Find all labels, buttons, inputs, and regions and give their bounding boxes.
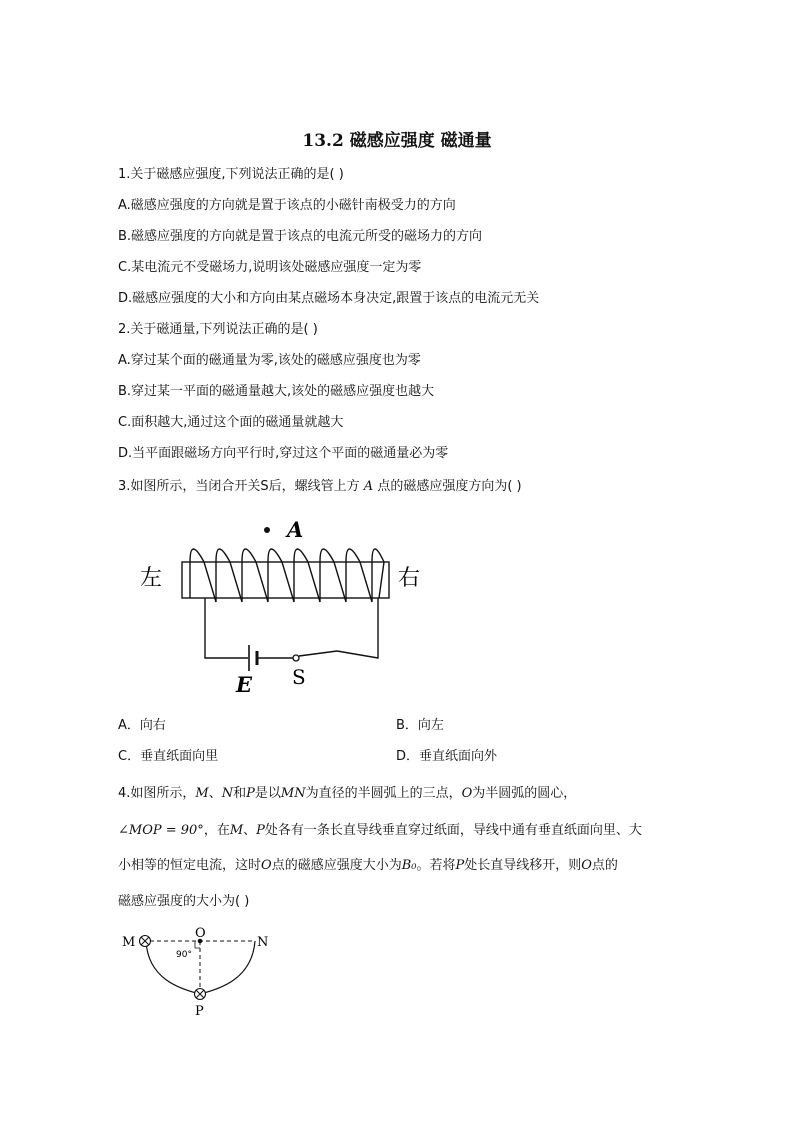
q3-stem [118, 478, 522, 496]
left-label: 左 [140, 566, 163, 591]
battery-symbol [249, 645, 257, 671]
q2-option-b: B.穿过某一平面的磁通量越大,该处的磁感应强度也越大 [118, 384, 435, 399]
q2-option-a: A.穿过某个面的磁通量为零,该处的磁感应强度也为零 [118, 353, 421, 368]
text-segment: 为直径的半圆弧上的三点， [305, 786, 462, 801]
text-segment: 处长直导线移开，则 [464, 858, 582, 873]
text-segment: P [256, 823, 265, 838]
text-segment: 4.如图所示， [118, 786, 196, 801]
text-segment: 、 [243, 823, 257, 838]
text-segment: 点的磁感应强度大小为 [271, 858, 402, 873]
q1-option-d: D.磁感应强度的大小和方向由某点磁场本身决定,跟置于该点的电流元无关 [118, 291, 540, 306]
switch-pivot [293, 655, 299, 661]
q3-option-c: C．垂直纸面向里 [118, 749, 219, 764]
q4-line3 [118, 857, 618, 875]
right-label: 右 [398, 566, 421, 591]
q4-line2 [118, 822, 642, 840]
q2-stem: 2.关于磁通量,下列说法正确的是( ) [118, 322, 318, 337]
battery-label: E [236, 672, 253, 697]
text-segment: 。若将 [416, 858, 456, 873]
q3-option-a: A．向右 [118, 718, 166, 733]
text-segment: M [195, 786, 209, 801]
wire-p-cross-icon [195, 989, 206, 1000]
text-segment: O [461, 786, 473, 801]
text-segment: 为半圆弧的圆心， [472, 786, 577, 801]
text-segment: 点的 [591, 858, 618, 873]
text-segment: ，在 [203, 823, 230, 838]
text-segment: N [221, 786, 234, 801]
text-segment: P [455, 858, 465, 873]
q4-line4: 磁感应强度的大小为( ) [118, 894, 250, 909]
text-segment: O [261, 858, 272, 873]
q3-option-b: B．向左 [396, 718, 444, 733]
label-o: O [195, 926, 206, 941]
q3-stem-var: A [363, 479, 374, 494]
text-segment: M [229, 823, 244, 838]
q1-stem: 1.关于磁感应强度,下列说法正确的是( ) [118, 167, 344, 182]
label-n: N [257, 935, 269, 950]
wire-m-cross-icon [140, 936, 151, 947]
q3-stem-a: 3.如图所示，当闭合开关S后，螺线管上方 [118, 479, 360, 494]
q3-option-d: D．垂直纸面向外 [396, 749, 498, 764]
q1-option-a: A.磁感应强度的方向就是置于该点的小磁针南极受力的方向 [118, 198, 456, 213]
switch-blade [299, 651, 337, 656]
circuit-wires [205, 598, 378, 658]
label-m: M [122, 935, 136, 950]
q3-stem-b: 点的磁感应强度方向为( ) [377, 479, 522, 494]
solenoid-circuit-figure [130, 512, 450, 702]
label-p: P [195, 1004, 204, 1019]
text-segment: B₀ [401, 858, 417, 873]
angle-label: 90° [176, 950, 192, 960]
text-segment: 、 [208, 786, 222, 801]
text-segment: MN [280, 786, 306, 801]
text-segment: 处各有一条长直导线垂直穿过纸面，导线中通有垂直纸面向里、大 [264, 823, 642, 838]
q4-line1 [118, 785, 576, 803]
text-segment: O [581, 858, 592, 873]
text-segment: P [246, 786, 255, 801]
text-segment: 是以 [254, 786, 281, 801]
q1-option-c: C.某电流元不受磁场力,说明该处磁感应强度一定为零 [118, 260, 422, 275]
text-segment: ∠MOP = 90° [118, 823, 204, 838]
switch-label: S [292, 665, 306, 689]
point-a-label: A [287, 517, 304, 542]
q2-option-d: D.当平面跟磁场方向平行时,穿过这个平面的磁通量必为零 [118, 446, 449, 461]
text-segment: 和 [233, 786, 247, 801]
text-segment: 小相等的恒定电流，这时 [118, 858, 262, 873]
page-title: 13.2 磁感应强度 磁通量 [302, 131, 492, 151]
q1-option-b: B.磁感应强度的方向就是置于该点的电流元所受的磁场力的方向 [118, 229, 483, 244]
q2-option-c: C.面积越大,通过这个面的磁通量就越大 [118, 415, 344, 430]
semicircle-wires-figure [118, 924, 288, 1020]
point-a-dot [264, 527, 270, 533]
